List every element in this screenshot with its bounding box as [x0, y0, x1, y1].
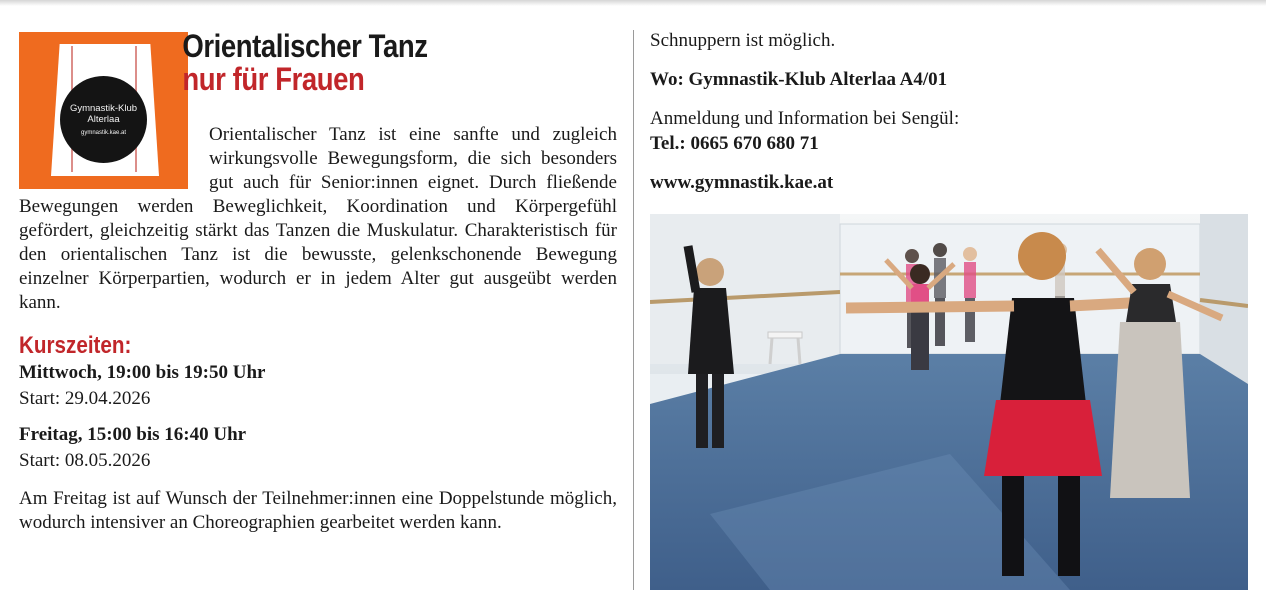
column-divider	[633, 30, 634, 590]
trial-text: Schnuppern ist möglich.	[650, 30, 836, 51]
dance-class-illustration	[650, 214, 1248, 590]
article-left-column	[19, 28, 617, 554]
logo-club-name: Gymnastik-Klub Alterlaa	[69, 102, 138, 125]
slot-day-time: Freitag, 15:00 bis 16:40 Uhr	[19, 424, 247, 445]
slot-start-date: Start: 08.05.2026	[19, 450, 151, 471]
schedule-slot	[19, 360, 617, 412]
slot-start-date: Start: 29.04.2026	[19, 388, 151, 409]
dance-class-photo	[650, 214, 1248, 590]
schedule-slot	[19, 422, 617, 474]
website-link[interactable]: www.gymnastik.kae.at	[650, 172, 834, 193]
registration-text: Anmeldung und Information bei Sengül:	[650, 108, 960, 129]
article-title	[19, 30, 533, 96]
title-line-2: nur für Frauen	[182, 61, 365, 97]
logo-url: gymnastik.kae.at	[80, 129, 127, 136]
friday-note: Am Freitag ist auf Wunsch der Teilnehmer:innen eine Doppelstunde möglich, wodurch intensiver an Choreographien gearbeitet werden kann.	[19, 488, 617, 533]
slot-day-time: Mittwoch, 19:00 bis 19:50 Uhr	[19, 362, 266, 383]
schedule-heading: Kurszeiten:	[19, 332, 132, 359]
phone-number[interactable]: Tel.: 0665 670 680 71	[650, 133, 819, 154]
location-text: Wo: Gymnastik-Klub Alterlaa A4/01	[650, 69, 948, 90]
title-line-1: Orientalischer Tanz	[182, 28, 428, 64]
intro-paragraph: Orientalischer Tanz ist eine sanfte und zugleich wirkungsvolle Bewegungsform, die sich besonders gut auch für Senior:innen eignet. Durch fließende Bewegungen werden Beweglichkeit, Koordination und Körpergefühl gefördert, gleichzeitig stärkt das Tanzen die Muskulatur. Charakteristisch für den orientalischen Tanz ist die bewusste, gelenkschonende Bewegung einzelner Körperpartien, wodurch er in jedem Alter gut ausgeübt werden kann.	[19, 124, 617, 313]
article-right-column	[650, 28, 1248, 195]
top-shadow-rule	[0, 0, 1266, 6]
